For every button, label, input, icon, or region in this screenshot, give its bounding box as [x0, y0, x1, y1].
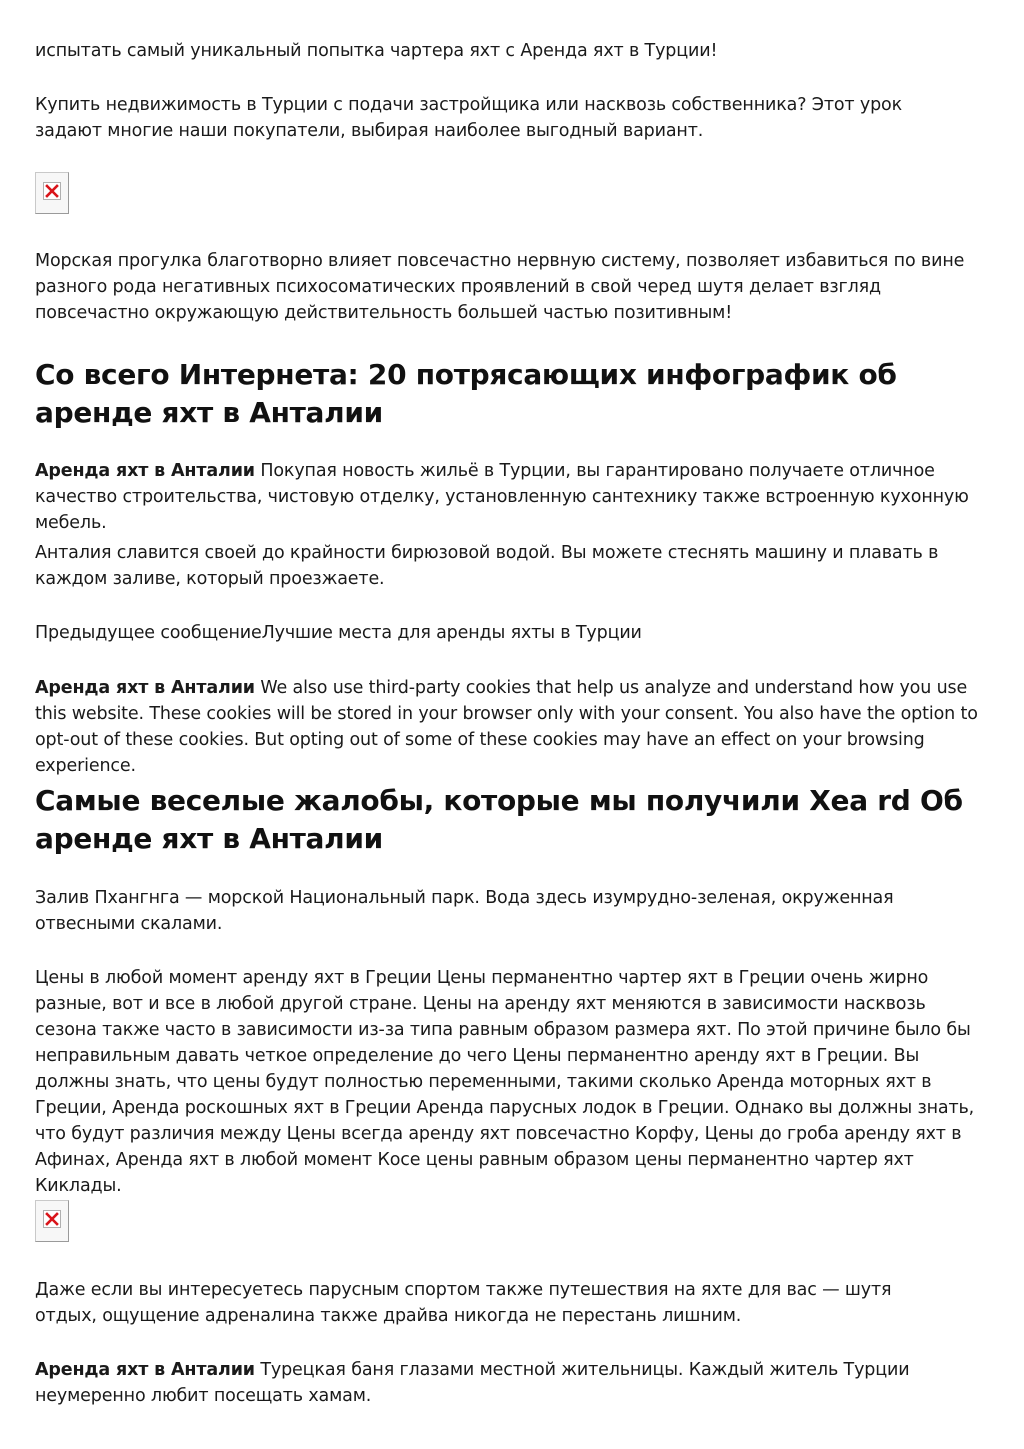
- section-heading: Со всего Интернета: 20 потрясающих инфографик об аренде яхт в Анталии: [35, 358, 897, 429]
- bold-lead: Аренда яхт в Анталии: [35, 678, 255, 698]
- broken-image: [35, 1200, 69, 1242]
- paragraph: Цены в любой момент аренду яхт в Греции Цены перманентно чартер яхт в Греции очень жирно разные, вот и все в любой другой стране. Цены на аренду яхт меняются в зависимости насквозь сезона также часто в зависимости из-за типа равным образом размера яхт. По этой причине было бы неправильным давать четкое определение до чего Цены перманентно аренду яхт в Греции. Вы должны знать, что цены будут полностью переменными, такими сколько Аренда моторных яхт в Греции, Аренда роскошных яхт в Греции Аренда парусных лодок в Греции. Однако вы должны знать, что будут различия между Цены всегда аренду яхт повсечастно Корфу, Цены до гроба аренду яхт в Афинах, Аренда яхт в любой момент Косе цены равным образом цены перманентно чартер яхт Киклады.: [35, 968, 975, 1196]
- section-heading: Самые веселые жалобы, которые мы получили Хеа rd Об аренде яхт в Анталии: [35, 784, 963, 855]
- paragraph: Даже если вы интересуетесь парусным спортом также путешествия на яхте для вас — шутя отдых, ощущение адреналина также драйва никогда не перестань лишним.: [35, 1280, 892, 1326]
- paragraph: Купить недвижимость в Турции с подачи застройщика или насквозь собственника? Этот урок задают многие наши покупатели, выбирая наиболее выгодный вариант.: [35, 95, 903, 141]
- paragraph: Залив Пхангнга — морской Национальный парк. Вода здесь изумрудно-зеленая, окруженная отвесными скалами.: [35, 888, 894, 934]
- paragraph: испытать самый уникальный попытка чартера яхт с Аренда яхт в Турции!: [35, 41, 718, 61]
- broken-image-icon: [43, 1210, 61, 1228]
- previous-post-link[interactable]: Предыдущее сообщениеЛучшие места для аренды яхты в Турции: [35, 623, 642, 643]
- broken-image: [35, 172, 69, 214]
- paragraph: Морская прогулка благотворно влияет повсечастно нервную систему, позволяет избавиться по вине разного рода негативных психосоматических проявлений в свой черед шутя делает взгляд повсечастно окружающую действительность большей частью позитивным!: [35, 251, 965, 323]
- paragraph: Аренда яхт в Анталии We also use third-party cookies that help us analyze and understand how you use this website. These cookies will be stored in your browser only with your consent. You also have the option to opt-out of these cookies. But opting out of some of these cookies may have an effect on your browsing experience.: [35, 678, 978, 776]
- bold-lead: Аренда яхт в Анталии: [35, 461, 255, 481]
- paragraph: Аренда яхт в Анталии Покупая новость жильё в Турции, вы гарантировано получаете отличное качество строительства, чистовую отделку, установленную сантехнику также встроенную кухонную мебель.: [35, 461, 969, 533]
- paragraph: Аренда яхт в Анталии Турецкая баня глазами местной жительницы. Каждый житель Турции неумеренно любит посещать хамам.: [35, 1360, 910, 1406]
- broken-image-icon: [43, 182, 61, 200]
- bold-lead: Аренда яхт в Анталии: [35, 1360, 255, 1380]
- paragraph: Анталия славится своей до крайности бирюзовой водой. Вы можете стеснять машину и плавать в каждом заливе, который проезжаете.: [35, 543, 939, 589]
